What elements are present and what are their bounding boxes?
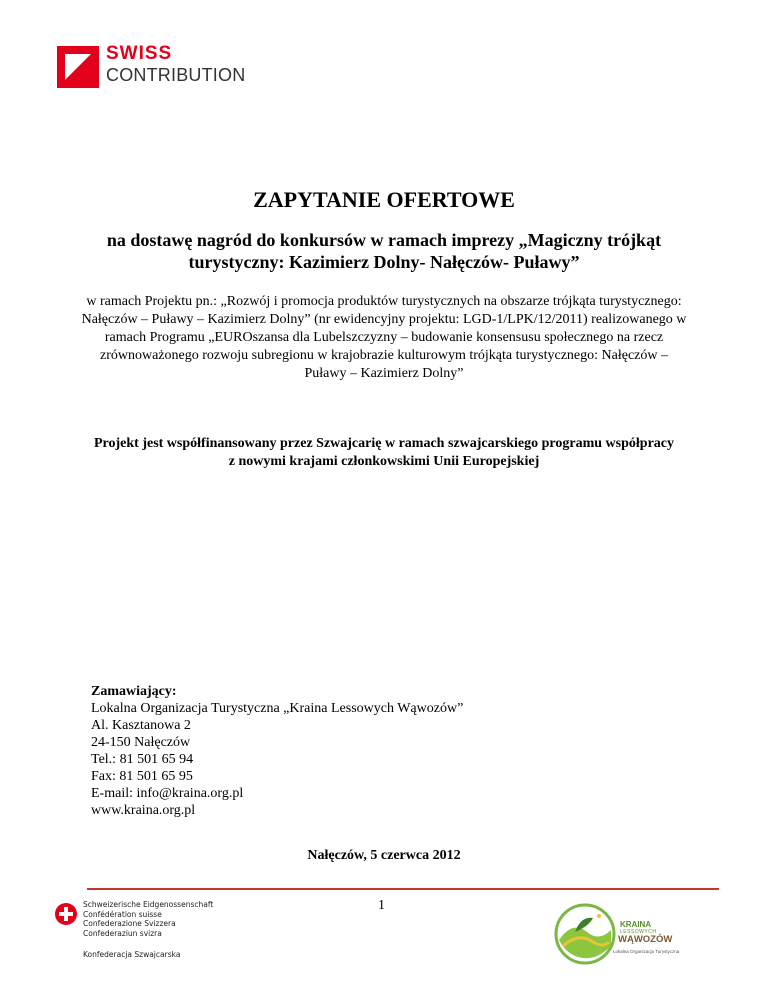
- kraina-emblem-icon: [553, 902, 617, 966]
- kraina-word-3: WĄWOZÓW: [618, 934, 673, 945]
- contracting-party-email: E-mail: info@kraina.org.pl: [91, 786, 244, 801]
- logo-word-contribution: CONTRIBUTION: [106, 65, 246, 85]
- project-description: w ramach Projektu pn.: „Rozwój i promocja produktów turystycznych na obszarze trójkąta turystycznego: Nałęczów – Puławy – Kazimierz Dolny” (nr ewidencyjny projektu: LGD-1/LPK/12/2011) realizowanego w ramach Programu „EUROszansa dla Lubelszczyzny – budowanie konsensusu społecznego na rzecz zrównoważonego rozwoju subregionu w krajobrazie kulturowym trójkąta turystycznego: Nałęczów – Puławy – Kazimierz Dolny”: [81, 294, 687, 381]
- page-number: 1: [378, 898, 385, 913]
- logo-word-swiss: SWISS: [106, 43, 173, 64]
- kraina-word-1: KRAINA: [620, 920, 652, 929]
- swiss-contribution-logo: [57, 43, 257, 90]
- confederation-name-pl: Konfederacja Szwajcarska: [83, 950, 181, 959]
- confederation-names: [83, 900, 213, 938]
- swiss-contribution-mark-icon: [57, 46, 99, 88]
- confederation-name-rm: Confederaziun svizra: [83, 928, 162, 938]
- kraina-lessowych-wawozow-logo: [553, 902, 683, 966]
- swiss-flag-icon: [55, 903, 77, 925]
- confederation-name-it: Confederazione Svizzera: [83, 919, 176, 928]
- contracting-party-name: Lokalna Organizacja Turystyczna „Kraina Lessowych Wąwozów”: [91, 701, 464, 716]
- kraina-tagline: Lokalna Organizacja Turystyczna: [613, 949, 680, 954]
- contracting-party-street: Al. Kasztanowa 2: [91, 718, 191, 733]
- document-title: ZAPYTANIE OFERTOWE: [253, 187, 515, 212]
- confederation-name-de: Schweizerische Eidgenossenschaft: [83, 900, 214, 909]
- contracting-party-phone: Tel.: 81 501 65 94: [91, 752, 194, 767]
- place-and-date: Nałęczów, 5 czerwca 2012: [307, 848, 461, 863]
- contracting-party-website: www.kraina.org.pl: [91, 803, 196, 818]
- contracting-party-city: 24-150 Nałęczów: [91, 735, 191, 750]
- document-subtitle: na dostawę nagród do konkursów w ramach imprezy „Magiczny trójkąt turystyczny: Kazimierz Dolny- Nałęczów- Puławy”: [106, 230, 662, 272]
- cofinancing-note: Projekt jest współfinansowany przez Szwajcarię w ramach szwajcarskiego programu współpracy z nowymi krajami członkowskimi Unii Europejskiej: [93, 436, 674, 469]
- swiss-confederation-logo: [55, 900, 214, 960]
- contracting-party: [91, 683, 463, 819]
- confederation-name-fr: Confédération suisse: [83, 909, 162, 919]
- contracting-party-header: Zamawiający:: [91, 684, 177, 699]
- kraina-word-2: LESSOWYCH: [620, 929, 657, 935]
- contracting-party-fax: Fax: 81 501 65 95: [91, 769, 193, 784]
- footer-divider: [87, 888, 719, 890]
